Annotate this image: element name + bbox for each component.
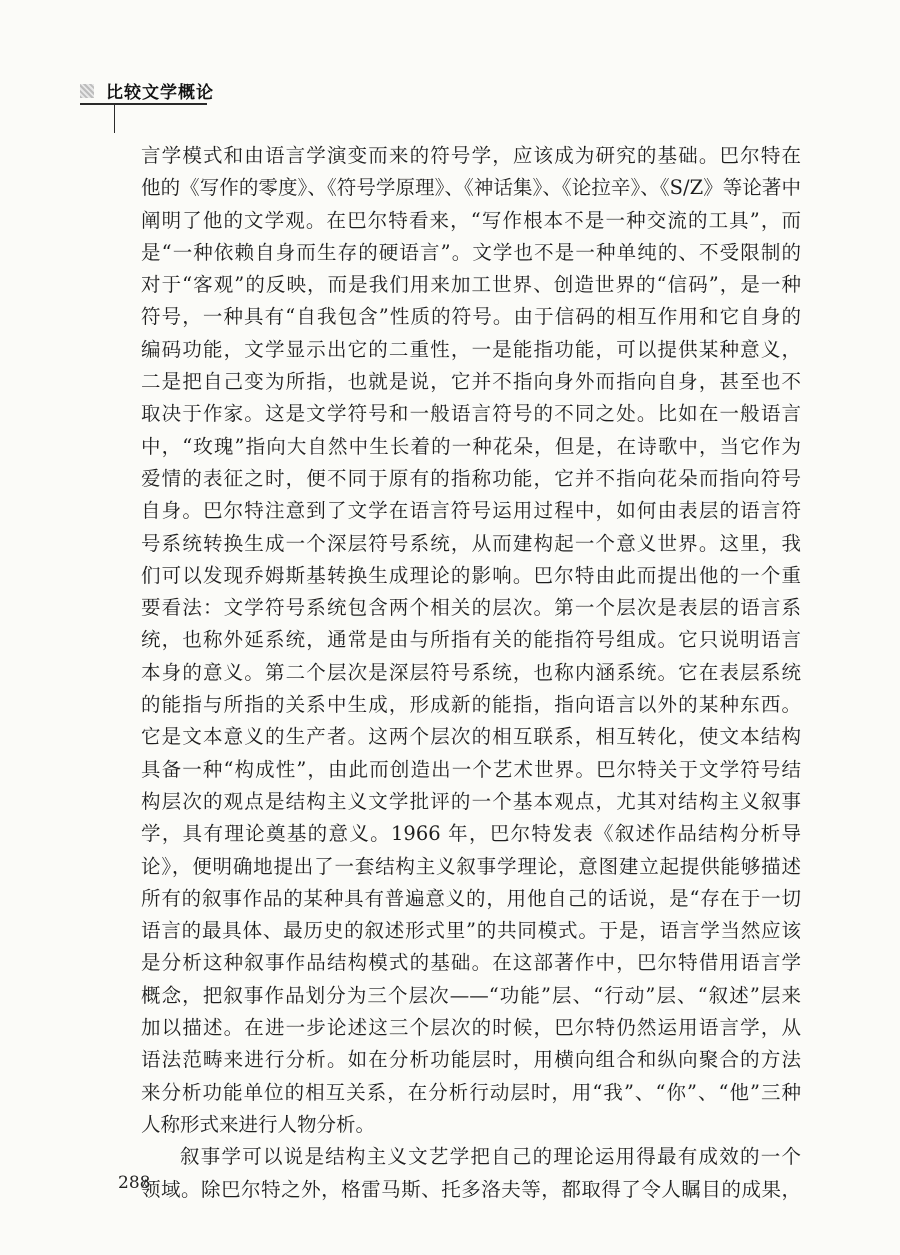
text-line: 本身的意义。第二个层次是深层符号系统，也称内涵系统。它在表层系统	[141, 660, 801, 684]
text-line: 是分析这种叙事作品结构模式的基础。在这部著作中，巴尔特借用语言学	[141, 951, 801, 975]
text-line: 人称形式来进行人物分析。	[141, 1112, 376, 1136]
text-line: 二是把自己变为所指，也就是说，它并不指向身外而指向自身，甚至也不	[141, 370, 801, 394]
header-vertical-rule	[114, 103, 115, 133]
text-line: 符号，一种具有“自我包含”性质的符号。由于信码的相互作用和它自身的	[141, 305, 801, 329]
book-title: 比较文学概论	[106, 83, 214, 103]
text-line: 爱情的表征之时，便不同于原有的指称功能，它并不指向花朵而指向符号	[141, 466, 801, 490]
text-line: 加以描述。在进一步论述这三个层次的时候，巴尔特仍然运用语言学，从	[141, 1016, 801, 1040]
text-line: 中，“玫瑰”指向大自然中生长着的一种花朵，但是，在诗歌中，当它作为	[141, 434, 801, 458]
text-line: 对于“客观”的反映，而是我们用来加工世界、创造世界的“信码”，是一种	[141, 273, 801, 297]
text-line: 取决于作家。这是文学符号和一般语言符号的不同之处。比如在一般语言	[141, 402, 801, 426]
text-line: 学，具有理论奠基的意义。1966 年，巴尔特发表《叙述作品结构分析导	[141, 822, 801, 846]
text-line: 概念，把叙事作品划分为三个层次——“功能”层、“行动”层、“叙述”层来	[141, 983, 801, 1007]
text-line: 言学模式和由语言学演变而来的符号学，应该成为研究的基础。巴尔特在	[141, 144, 801, 167]
text-line: 他的《写作的零度》、《符号学原理》、《神话集》、《论拉辛》、《S/Z》等论著中	[141, 176, 801, 200]
text-line: 所有的叙事作品的某种具有普遍意义的，用他自己的话说，是“存在于一切	[141, 886, 801, 910]
text-line-paragraph-start: 叙事学可以说是结构主义文艺学把自己的理论运用得最有成效的一个	[180, 1145, 801, 1169]
text-line: 语法范畴来进行分析。如在分析功能层时，用横向组合和纵向聚合的方法	[141, 1048, 801, 1072]
text-line: 语言的最具体、最历史的叙述形式里”的共同模式。于是，语言学当然应该	[141, 919, 801, 943]
text-line: 的能指与所指的关系中生成，形成新的能指，指向语言以外的某种东西。	[141, 693, 801, 717]
text-line: 要看法：文学符号系统包含两个相关的层次。第一个层次是表层的语言系	[141, 596, 801, 620]
text-line: 论》，便明确地提出了一套结构主义叙事学理论，意图建立起提供能够描述	[141, 854, 801, 878]
text-line: 编码功能，文学显示出它的二重性，一是能指功能，可以提供某种意义，	[141, 337, 801, 361]
text-line: 是“一种依赖自身而生存的硬语言”。文学也不是一种单纯的、不受限制的	[141, 240, 801, 264]
page-number: 288	[118, 1173, 151, 1193]
text-line: 构层次的观点是结构主义文学批评的一个基本观点，尤其对结构主义叙事	[141, 789, 801, 813]
running-header	[80, 78, 214, 103]
text-line: 号系统转换生成一个深层符号系统，从而建构起一个意义世界。这里，我	[141, 531, 801, 555]
text-line: 统，也称外延系统，通常是由与所指有关的能指符号组成。它只说明语言	[141, 628, 801, 652]
text-line: 具备一种“构成性”，由此而创造出一个艺术世界。巴尔特关于文学符号结	[141, 757, 801, 781]
body-text	[141, 140, 801, 1206]
text-line: 领域。除巴尔特之外，格雷马斯、托多洛夫等，都取得了令人瞩目的成果，	[141, 1177, 801, 1201]
header-ornament	[80, 84, 94, 98]
text-line: 们可以发现乔姆斯基转换生成理论的影响。巴尔特由此而提出他的一个重	[141, 563, 801, 587]
text-line: 自身。巴尔特注意到了文学在语言符号运用过程中，如何由表层的语言符	[141, 499, 801, 523]
text-line: 阐明了他的文学观。在巴尔特看来，“写作根本不是一种交流的工具”，而	[141, 208, 801, 232]
text-line: 来分析功能单位的相互关系，在分析行动层时，用“我”、“你”、“他”三种	[141, 1080, 801, 1104]
text-line: 它是文本意义的生产者。这两个层次的相互联系，相互转化，使文本结构	[141, 725, 801, 749]
header-rule	[80, 103, 207, 105]
